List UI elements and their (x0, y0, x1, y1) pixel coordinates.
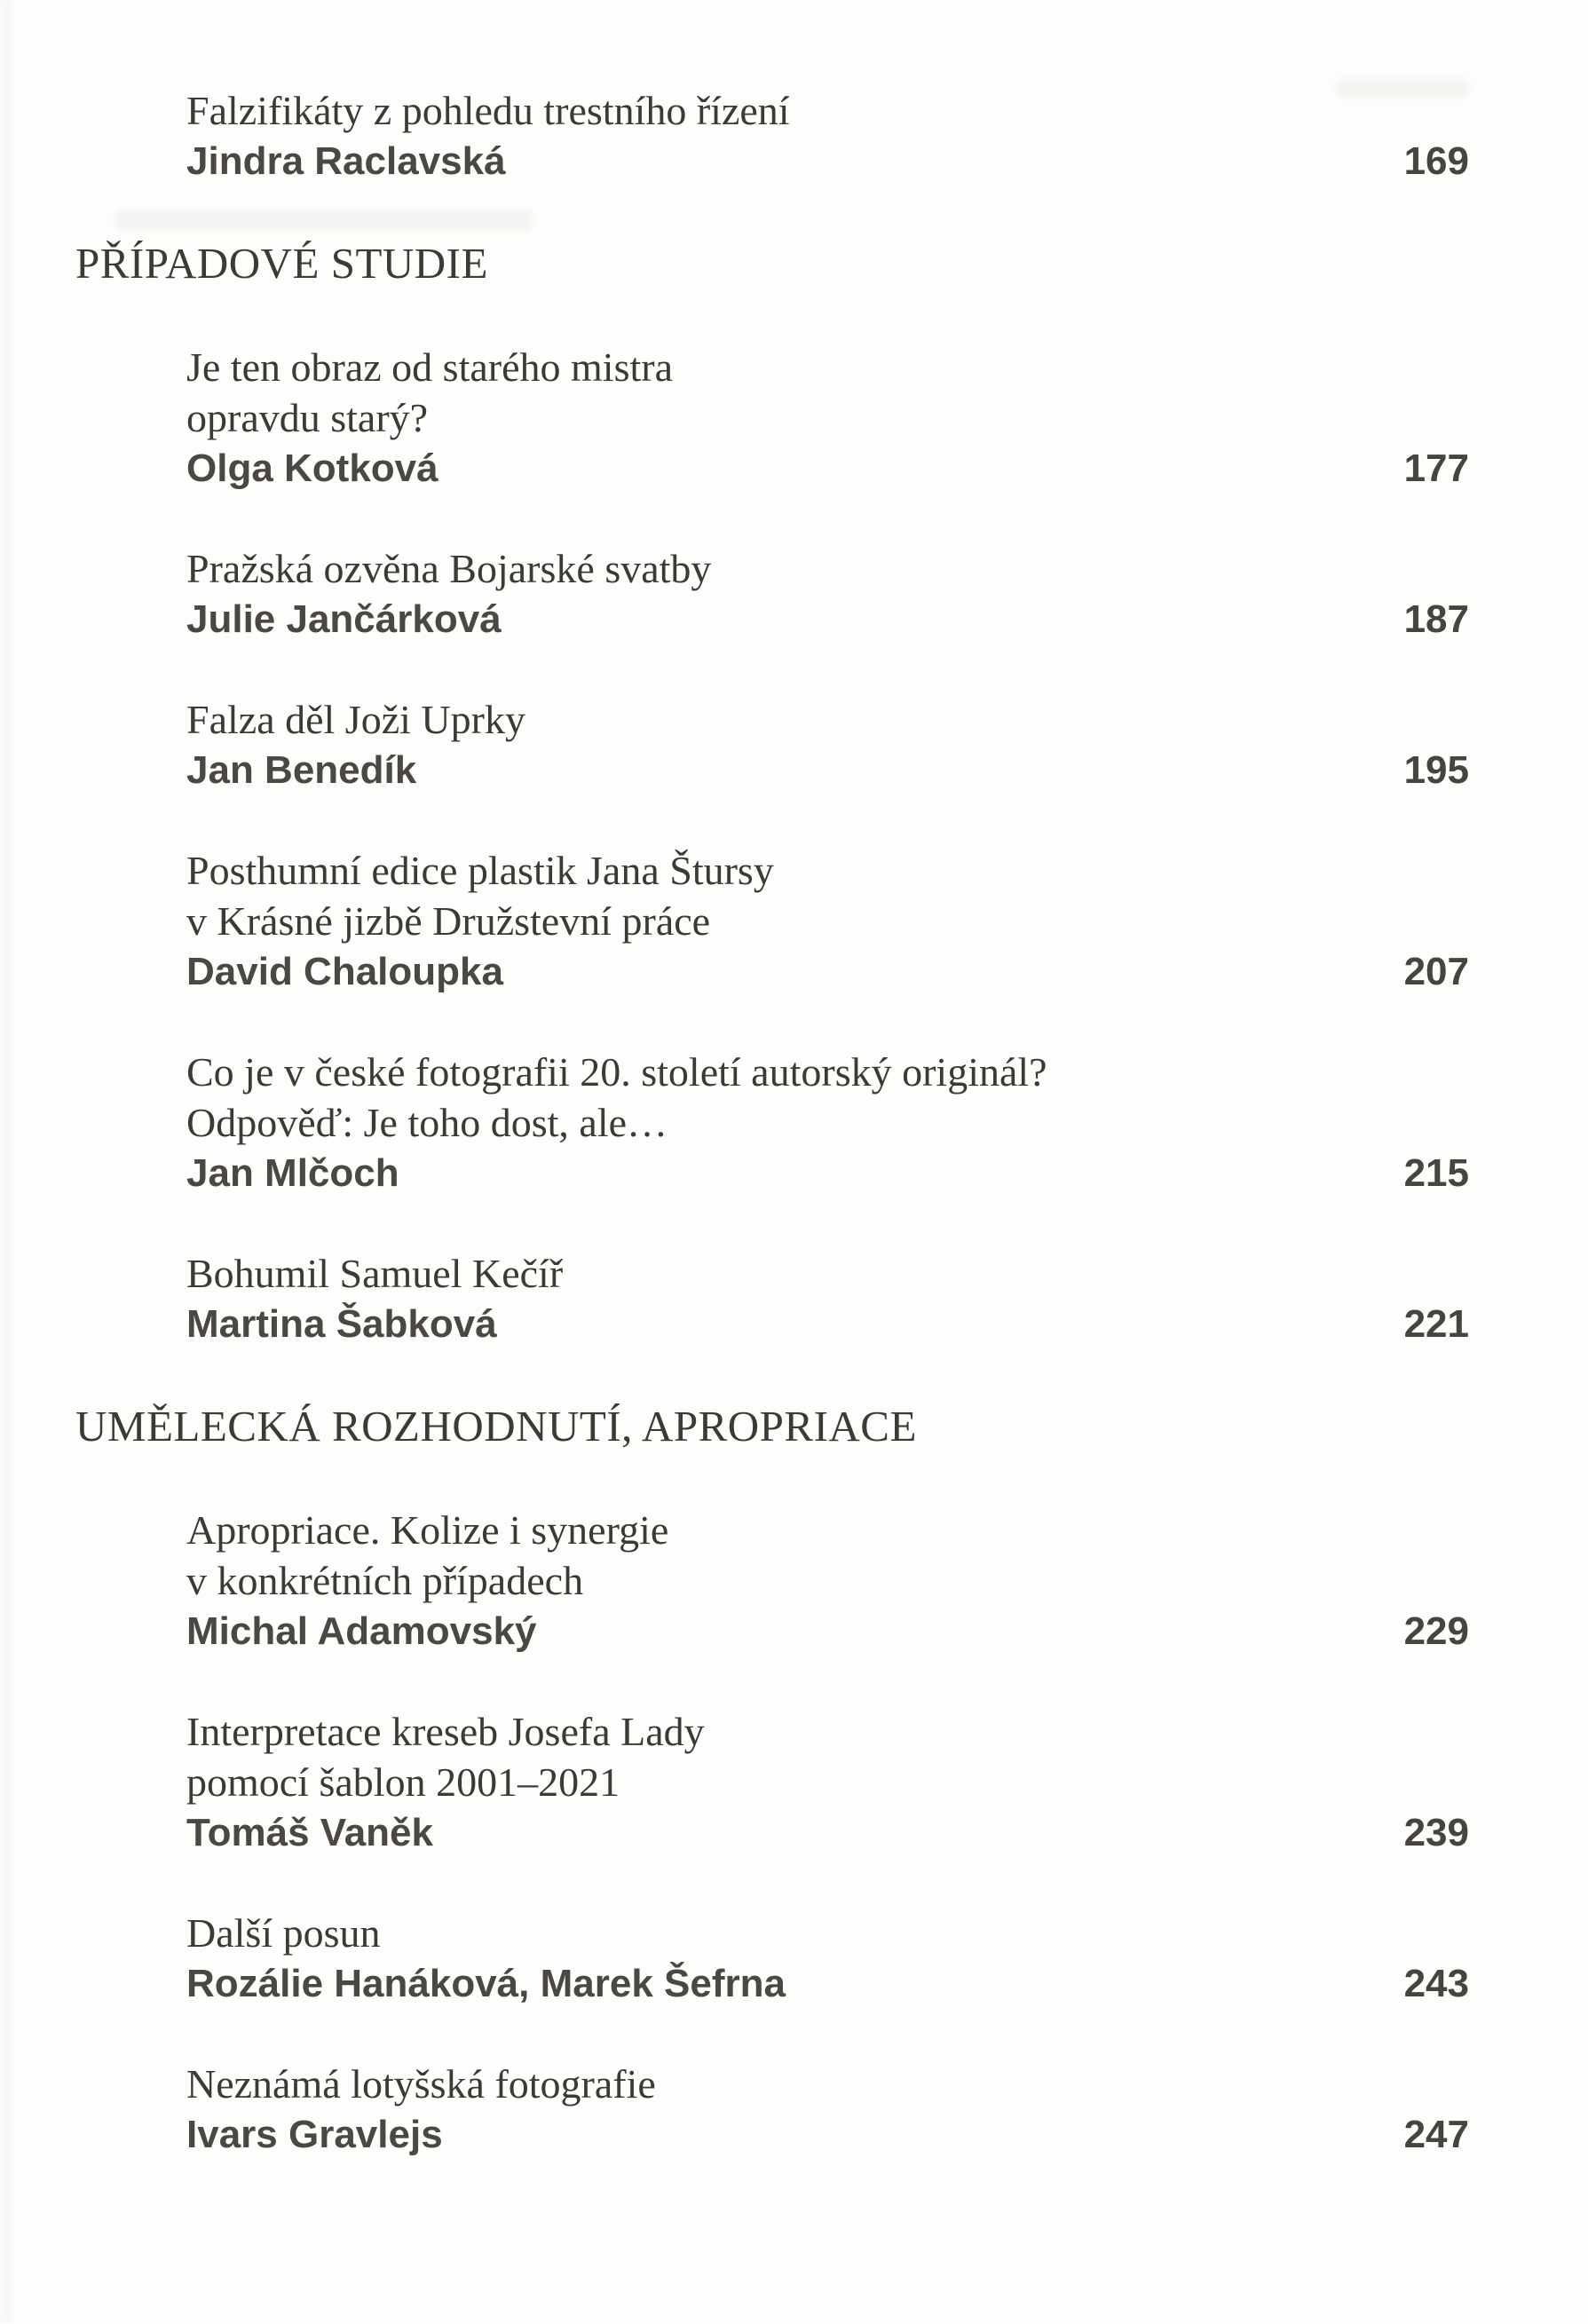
entry-title-line: Posthumní edice plastik Jana Štursy (186, 848, 774, 893)
entry-author: Michal Adamovský (186, 1609, 537, 1653)
entry-author-row (186, 136, 1469, 186)
toc-entry (186, 342, 1469, 494)
entry-author-row (186, 946, 1469, 997)
entry-page-number: 229 (1403, 1609, 1469, 1653)
entry-title-line: Co je v české fotografii 20. století autorský originál? (186, 1049, 1047, 1095)
entry-title-line: Falzifikáty z pohledu trestního řízení (186, 88, 790, 133)
entry-page-number: 247 (1403, 2113, 1469, 2156)
entry-author: Jan Benedík (186, 748, 417, 792)
toc-entry (186, 1908, 1469, 2009)
entry-title-line: v konkrétních případech (186, 1558, 584, 1603)
entry-author-row (186, 443, 1469, 494)
section-heading: UMĚLECKÁ ROZHODNUTÍ, APROPRIACE (75, 1402, 917, 1451)
entry-author-row (186, 1958, 1469, 2009)
entry-title-line: Falza děl Joži Uprky (186, 697, 525, 742)
toc-entry (186, 694, 1469, 795)
toc-entry (186, 1706, 1469, 1858)
entry-author-row (186, 745, 1469, 795)
entry-page-number: 195 (1403, 748, 1469, 792)
scan-artifact (0, 0, 12, 2324)
entry-author: Jindra Raclavská (186, 139, 506, 183)
entry-page-number: 221 (1403, 1302, 1469, 1346)
entry-title-line: v Krásné jizbě Družstevní práce (186, 898, 711, 944)
entry-page-number: 207 (1403, 950, 1469, 993)
entry-author-row (186, 1606, 1469, 1656)
entry-page-number: 169 (1403, 139, 1469, 183)
entry-title-line: Neznámá lotyšská fotografie (186, 2061, 656, 2107)
entry-author: Jan Mlčoch (186, 1151, 399, 1195)
entry-title-line: Odpověď: Je toho dost, ale… (186, 1100, 668, 1145)
toc-entry (186, 2059, 1469, 2160)
toc-entry (186, 1505, 1469, 1656)
entry-author-row (186, 1807, 1469, 1858)
entry-author: Olga Kotková (186, 447, 438, 490)
entry-author-row (186, 594, 1469, 644)
entry-title-line: Interpretace kreseb Josefa Lady (186, 1709, 705, 1754)
toc-entry (186, 1248, 1469, 1349)
toc-entry (186, 1047, 1469, 1198)
entry-author-row (186, 1148, 1469, 1198)
entry-author: Martina Šabková (186, 1302, 497, 1346)
entry-page-number: 243 (1403, 1962, 1469, 2005)
entry-title-line: Apropriace. Kolize i synergie (186, 1507, 669, 1553)
entry-author: Julie Jančárková (186, 597, 502, 641)
toc-entry (186, 543, 1469, 644)
entry-author-row (186, 2109, 1469, 2160)
entry-author: Tomáš Vaněk (186, 1811, 433, 1854)
entry-page-number: 177 (1403, 447, 1469, 490)
entry-title-line: Je ten obraz od starého mistra (186, 344, 673, 390)
toc-entry (186, 85, 1469, 186)
section-heading: PŘÍPADOVÉ STUDIE (75, 239, 488, 288)
entry-title-line: Bohumil Samuel Kečíř (186, 1251, 564, 1296)
entry-author: Rozálie Hanáková, Marek Šefrna (186, 1962, 786, 2005)
entry-author: Ivars Gravlejs (186, 2113, 443, 2156)
toc-entry (186, 845, 1469, 997)
entry-title-line: Pražská ozvěna Bojarské svatby (186, 546, 712, 591)
scan-artifact (115, 209, 533, 231)
entry-author-row (186, 1299, 1469, 1349)
entry-page-number: 187 (1403, 597, 1469, 641)
entry-title-line: pomocí šablon 2001–2021 (186, 1759, 620, 1805)
entry-page-number: 215 (1403, 1151, 1469, 1195)
entry-author: David Chaloupka (186, 950, 503, 993)
entry-title-line: Další posun (186, 1910, 381, 1956)
entry-title-line: opravdu starý? (186, 395, 429, 440)
entry-page-number: 239 (1403, 1811, 1469, 1854)
